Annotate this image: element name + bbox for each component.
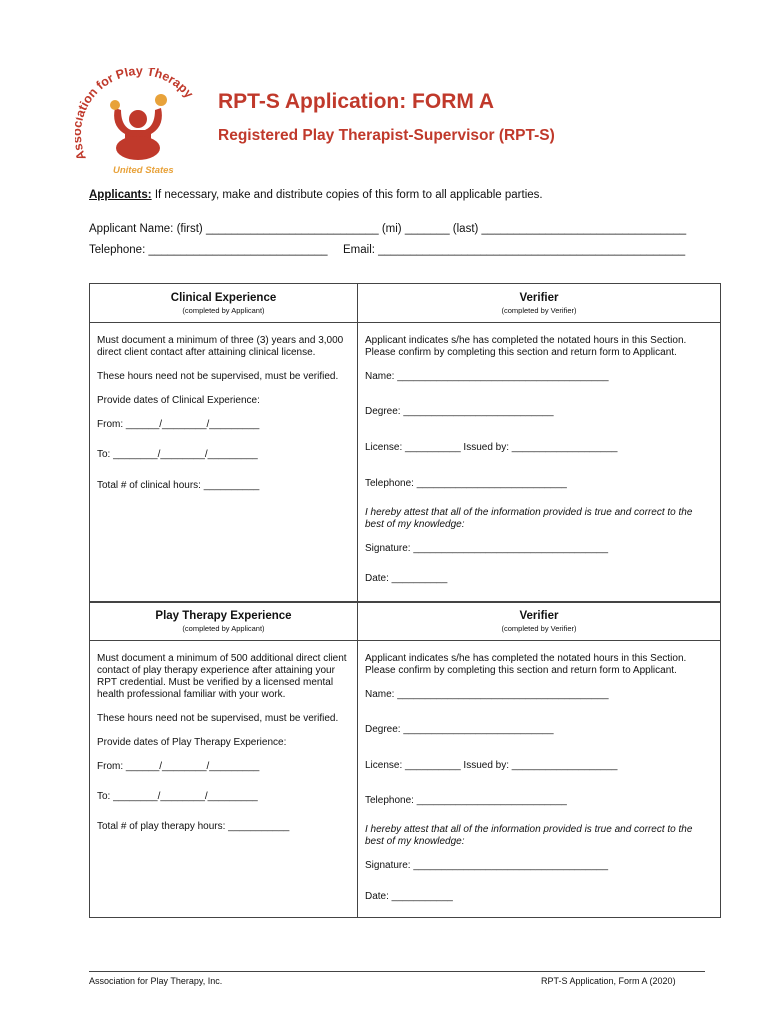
verifier2-header	[358, 602, 721, 641]
verifier1-telephone-field[interactable]: Telephone: ___________________________	[365, 478, 567, 489]
page-title: RPT-S Application: FORM A	[218, 90, 495, 113]
applicant-name-field[interactable]: Applicant Name: (first) ___________________________ (mi) _______ (last) ________________________________	[89, 223, 687, 235]
apt-logo	[75, 68, 201, 180]
verifier2-header-sub: (completed by Verifier)	[501, 624, 577, 633]
clinical-header-sub: (completed by Applicant)	[182, 306, 265, 315]
play-therapy-experience-table	[89, 601, 721, 918]
email-field[interactable]: Email: ________________________________________________	[343, 244, 686, 256]
playtherapy-to-field[interactable]: To: ________/________/_________	[97, 791, 258, 802]
verifier2-signature-field[interactable]: Signature: ___________________________________	[365, 860, 609, 871]
clinical-dates-label: Provide dates of Clinical Experience:	[97, 395, 260, 406]
footer-right: RPT-S Application, Form A (2020)	[541, 976, 676, 986]
applicants-label: Applicants:	[89, 189, 152, 201]
clinical-experience-table	[89, 283, 721, 603]
playtherapy-req-3: RPT credential. Must be verified by a licensed mental	[97, 677, 334, 688]
clinical-total-field[interactable]: Total # of clinical hours: __________	[97, 480, 260, 491]
playtherapy-header-title: Play Therapy Experience	[155, 610, 292, 622]
verifier1-header	[358, 284, 721, 323]
verifier1-name-field[interactable]: Name: ______________________________________	[365, 371, 609, 382]
playtherapy-req-1: Must document a minimum of 500 additional direct client	[97, 653, 347, 664]
clinical-from-field[interactable]: From: ______/________/_________	[97, 419, 260, 430]
verifier2-intro-2: Please confirm by completing this section and return form to Applicant.	[365, 665, 677, 676]
playtherapy-body	[90, 641, 358, 918]
verifier2-degree-field[interactable]: Degree: ___________________________	[365, 724, 554, 735]
playtherapy-req-4: health professional familiar with your work.	[97, 689, 286, 700]
verifier1-license-field[interactable]: License: __________ Issued by: ___________________	[365, 442, 618, 453]
verifier1-attest-1: I hereby attest that all of the information provided is true and correct to the	[365, 507, 693, 518]
verifier1-header-sub: (completed by Verifier)	[501, 306, 577, 315]
apt-logo-graphic	[75, 68, 201, 180]
verifier2-date-field[interactable]: Date: ___________	[365, 891, 453, 902]
verifier2-intro-1: Applicant indicates s/he has completed the notated hours in this Section.	[365, 653, 687, 664]
page-subtitle: Registered Play Therapist-Supervisor (RPT-S)	[218, 127, 555, 144]
playtherapy-req-2: contact of play therapy experience after attaining your	[97, 665, 335, 676]
clinical-req-2: direct client contact after attaining clinical license.	[97, 347, 316, 358]
verifier1-degree-field[interactable]: Degree: ___________________________	[365, 406, 554, 417]
clinical-header	[90, 284, 358, 323]
playtherapy-total-field[interactable]: Total # of play therapy hours: ___________	[97, 821, 290, 832]
verifier1-intro-1: Applicant indicates s/he has completed the notated hours in this Section.	[365, 335, 687, 346]
verifier2-name-field[interactable]: Name: ______________________________________	[365, 689, 609, 700]
applicants-instruction	[89, 189, 543, 201]
verifier2-telephone-field[interactable]: Telephone: ___________________________	[365, 795, 567, 806]
verifier1-date-field[interactable]: Date: __________	[365, 573, 448, 584]
clinical-req-1: Must document a minimum of three (3) years and 3,000	[97, 335, 344, 346]
footer-left: Association for Play Therapy, Inc.	[89, 976, 223, 986]
verifier2-body	[358, 641, 721, 918]
playtherapy-from-field[interactable]: From: ______/________/_________	[97, 761, 260, 772]
logo-country: United States	[113, 165, 174, 176]
playtherapy-header-sub: (completed by Applicant)	[182, 624, 265, 633]
verifier1-header-title: Verifier	[519, 292, 559, 304]
applicants-text: If necessary, make and distribute copies of this form to all applicable parties.	[151, 189, 543, 201]
verifier1-signature-field[interactable]: Signature: ___________________________________	[365, 543, 609, 554]
verifier1-attest-2: best of my knowledge:	[365, 519, 465, 530]
verifier1-body	[358, 323, 721, 603]
footer-divider	[89, 971, 705, 972]
verifier2-attest-2: best of my knowledge:	[365, 836, 465, 847]
verifier2-license-field[interactable]: License: __________ Issued by: ___________________	[365, 760, 618, 771]
clinical-note: These hours need not be supervised, must be verified.	[97, 371, 339, 382]
playtherapy-header	[90, 602, 358, 641]
clinical-header-title: Clinical Experience	[170, 292, 277, 304]
verifier2-attest-1: I hereby attest that all of the information provided is true and correct to the	[365, 824, 693, 835]
playtherapy-dates-label: Provide dates of Play Therapy Experience:	[97, 737, 287, 748]
clinical-body	[90, 323, 358, 603]
verifier1-intro-2: Please confirm by completing this section and return form to Applicant.	[365, 347, 677, 358]
telephone-field[interactable]: Telephone: ____________________________	[89, 244, 328, 256]
logo-arc-text: tion for Play Therapy	[75, 68, 197, 113]
clinical-to-field[interactable]: To: ________/________/_________	[97, 449, 258, 460]
verifier2-header-title: Verifier	[519, 610, 559, 622]
playtherapy-note: These hours need not be supervised, must be verified.	[97, 713, 339, 724]
